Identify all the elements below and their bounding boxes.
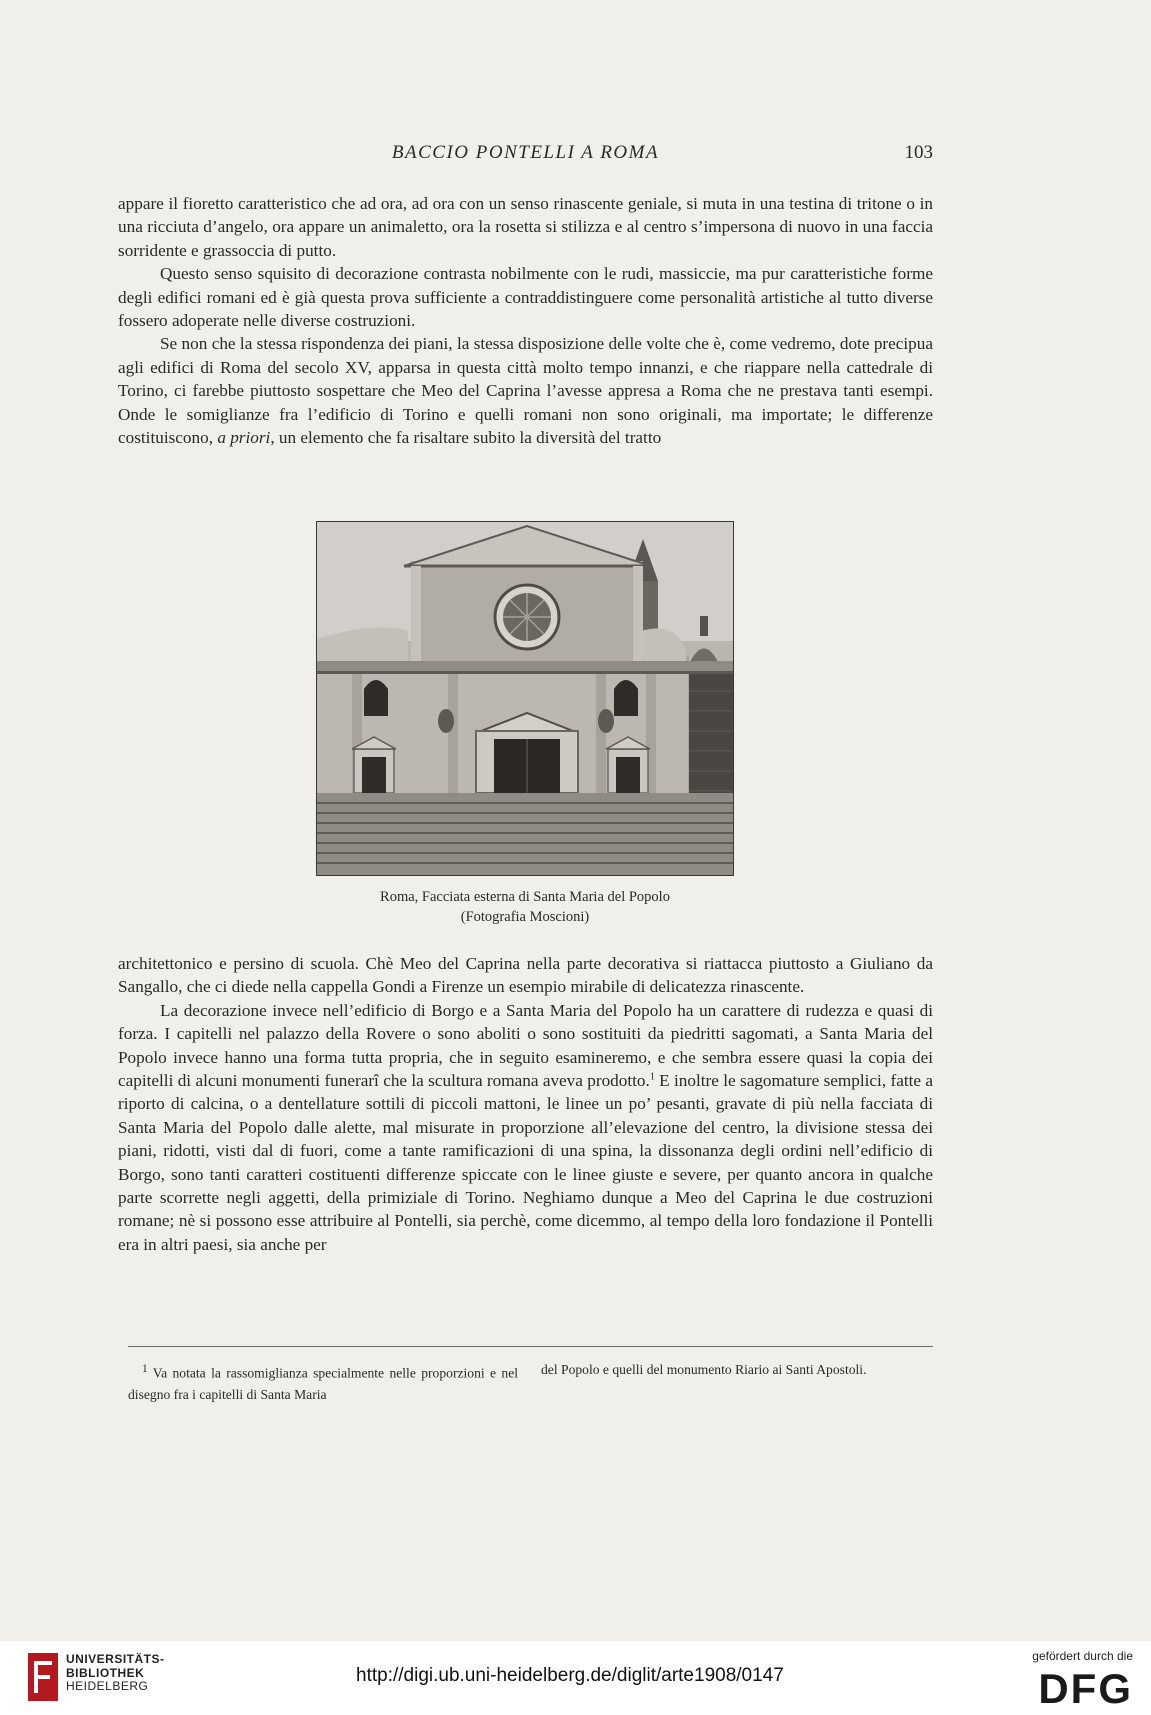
library-name	[66, 1653, 165, 1694]
paragraph-2: Questo senso squisito di decorazione contrasta nobilmente con le rudi, massiccie, ma pur caratteristiche forme degli edifici romani ed è già questa prova sufficiente a contraddistinguere come personalità artistiche al tutto diverse fossero adoperate nelle diverse costruzioni.	[118, 264, 933, 331]
footnote-ref[interactable]: 1	[649, 1071, 655, 1083]
paragraph-3	[118, 332, 933, 449]
footnote-rule	[128, 1346, 933, 1347]
footnote-right-column: del Popolo e quelli del monumento Riario ai Santi Apostoli.	[541, 1362, 867, 1377]
footer-bar	[0, 1641, 1151, 1715]
footnote-marker: 1	[142, 1363, 148, 1375]
dfg-logo: DFG	[1038, 1665, 1133, 1712]
running-head	[118, 142, 933, 168]
funded-by-label: gefördert durch die	[1032, 1649, 1133, 1663]
paragraph-3-text: Se non che la stessa rispondenza dei piani, la stessa disposizione delle volte che è, come vedremo, dote precipua agli edifici di Roma del secolo XV, apparsa in questa città molto tempo innanzi, e che riappare nella cattedrale di Torino, ci farebbe piuttosto sospettare che Meo del Caprina l’avesse appresa a Roma che ne prestava tanti esempi. Onde le somiglianze fra l’edificio di Torino e quelli romani non sono originali, ma importate; le differenze costituiscono,	[118, 334, 933, 448]
body-text-bottom	[118, 952, 933, 1256]
footnote-text-left: Va notata la rassomiglianza specialmente nelle proporzioni e nel disegno fra i capitelli di Santa Maria	[128, 1365, 519, 1402]
library-name-line-3: HEIDELBERG	[66, 1679, 149, 1693]
paragraph-4: architettonico e persino di scuola. Chè Meo del Caprina nella parte decorativa si riattacca piuttosto a Giuliano da Sangallo, che ci diede nella cappella Gondi a Firenze un esempio mirabile di delicatezza rinascente.	[118, 954, 933, 997]
paragraph-5-text: La decorazione invece nell’edificio di Borgo e a Santa Maria del Popolo ha un carattere di rudezza e quasi di forza. I capitelli nel palazzo della Rovere o sono aboliti o sono sostituiti da piedritti sagomati, a Santa Maria del Popolo invece hanno una forma tutta propria, che in seguito esamineremo, e che sembra essere quasi la copia dei capitelli di alcuni monumenti funerarî che la scultura romana aveva prodotto.	[118, 1000, 933, 1091]
figure-caption: Roma, Facciata esterna di Santa Maria del Popolo	[380, 889, 670, 905]
figure-credit: (Fotografia Moscioni)	[460, 909, 590, 925]
running-title: BACCIO PONTELLI A ROMA	[391, 142, 660, 163]
church-facade-photo	[316, 521, 734, 876]
paragraph-3-tail: , un elemento che fa risaltare subito la diversità del tratto	[270, 428, 662, 448]
library-logo-icon	[26, 1651, 60, 1708]
body-text-top	[118, 192, 933, 449]
page-number: 103	[904, 142, 933, 163]
library-name-line-2: BIBLIOTHEK	[66, 1665, 145, 1680]
paragraph-1: appare il fioretto caratteristico che ad ora, ad ora con un senso rinascente geniale, si muta in una testina di tritone o in una ricciuta d’angelo, ora appare un animaletto, ora la rosetta si stilizza e al centro s’impersona di nuovo in una faccia sorridente e grassoccia di putto.	[118, 194, 933, 260]
paragraph-5-tail: E inoltre le sagomature semplici, fatte a riporto di calcina, o a dentellature sottili di piccoli mattoni, le linee un po’ pesanti, gravate di più nella facciata di Santa Maria del Popolo dalle alette, mal misurate in proporzione all’elevazione del centro, la divisione stessa dei piani, ridotti, visti dal di fuori, come a tante ramificazioni di una spina, la dissonanza degli ordini nell’edificio di Borgo, sono tanti caratteri costituenti differenze spiccate con le linee giuste e severe, per quanto ancora in qualche parte scorrette negli aggetti, della primiziale di Torino. Neghiamo dunque a Meo del Caprina le due costruzioni romane; nè si possono esse attribuire al Pontelli, sia perchè, come dicemmo, al tempo della loro fondazione il Pontelli era in altri paesi, sia anche per	[118, 1071, 934, 1254]
permalink[interactable]: http://digi.ub.uni-heidelberg.de/diglit/arte1908/0147	[356, 1665, 784, 1686]
paragraph-5	[118, 999, 933, 1256]
italic-phrase: a priori	[217, 428, 271, 448]
library-name-line-1: UNIVERSITÄTS-	[66, 1652, 165, 1666]
footnote-left-column	[128, 1359, 518, 1405]
